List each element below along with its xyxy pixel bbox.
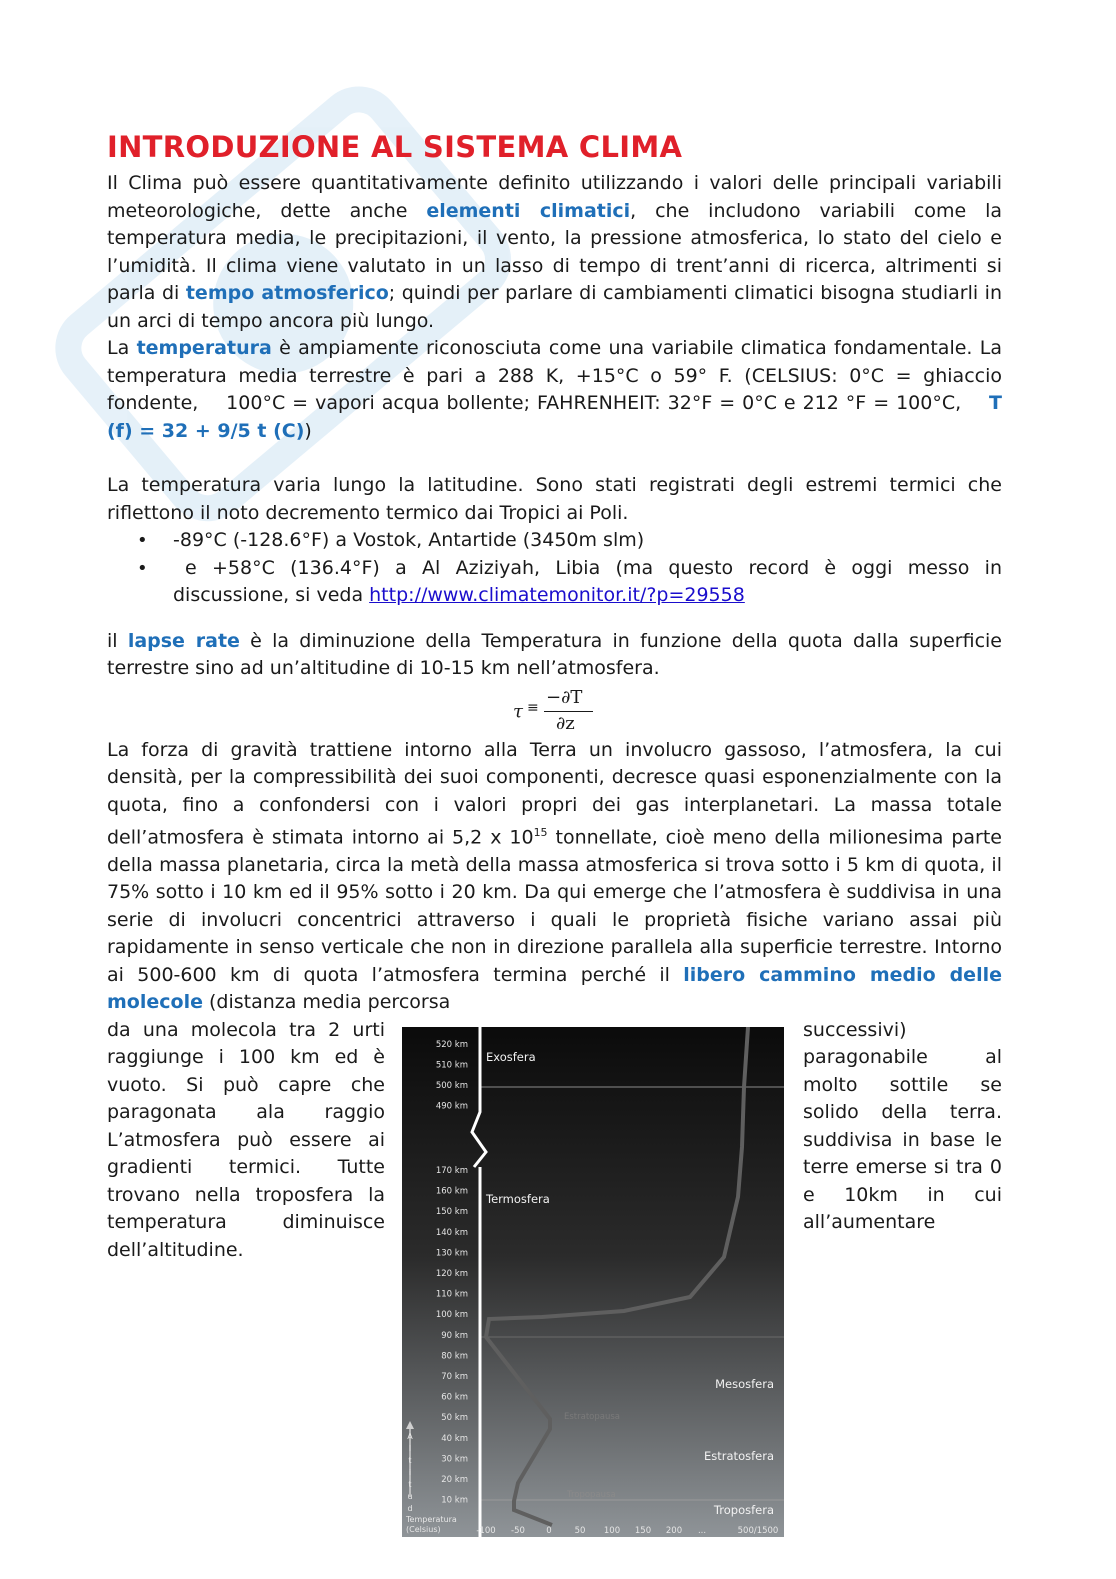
formula-lhs: τ — [513, 700, 523, 722]
paragraph-atmosfera — [107, 737, 1002, 1017]
altitude-tick-label: 100 km — [435, 1310, 468, 1321]
axis-letter: t — [408, 1455, 412, 1465]
atmosphere-profile-figure — [402, 1027, 784, 1537]
paragraph-lapse-rate — [107, 628, 1002, 683]
text: tonnellate, cioè meno della milionesima parte della massa planetaria, circa la metà della massa atmosferica si trova sotto i 5 km di quota, il 75% sotto i 10 km ed il 95% sotto i 20 km. Da qui emerge che l’atmosfera è suddivisa in una serie di involucri concentrici attraverso i quali le proprietà fisiche variano assai più rapidamente in senso verticale che non in direzione parallela alla superficie terrestre. Intorno ai 500-600 km di quota l’atmosfera termina perché il — [107, 826, 1002, 986]
layer-label: Termosfera — [486, 1191, 550, 1206]
altitude-tick-label: 40 km — [441, 1433, 468, 1444]
highlight-lapse-rate: lapse rate — [127, 629, 240, 652]
highlight-temperatura: temperatura — [136, 337, 272, 359]
altitude-tick-label: 120 km — [435, 1268, 468, 1279]
altitude-tick-label: 140 km — [435, 1227, 468, 1238]
formula-denominator: ∂z — [556, 712, 575, 734]
temperature-tick-label: 150 — [634, 1525, 652, 1536]
altitude-tick-label: 20 km — [441, 1474, 468, 1485]
lapse-rate-formula — [107, 687, 1002, 735]
highlight-elementi-climatici: elementi climatici — [426, 199, 631, 222]
altitude-tick-label: 160 km — [435, 1186, 468, 1197]
text: Il Clima può essere quantitativamente definito utilizzando i valori delle principali variabili meteorologiche, dette anche — [107, 172, 1002, 222]
highlight-libero-cammino: libero cammino medio delle molecole — [107, 963, 1002, 1014]
wrapped-figure-section — [107, 1017, 1002, 1562]
altitude-tick-label: 150 km — [435, 1207, 468, 1218]
altitude-tick-label: 130 km — [435, 1248, 468, 1259]
temperature-tick-label: ... — [697, 1525, 707, 1536]
axis-letter: d — [407, 1503, 413, 1513]
axis-letter: l — [408, 1443, 412, 1453]
text: il — [107, 629, 128, 652]
exponent: 15 — [533, 826, 548, 839]
altitude-tick-label: 510 km — [435, 1060, 468, 1071]
altitude-tick-label: 60 km — [441, 1392, 468, 1403]
text: -89°C (-128.6°F) a Vostok, Antartide (3450m slm) — [173, 529, 645, 551]
text: ) — [304, 419, 312, 442]
climatemonitor-link[interactable]: http://www.climatemonitor.it/?p=29558 — [369, 584, 745, 606]
altitude-tick-label: 490 km — [435, 1101, 468, 1112]
formula-eq: ≡ — [527, 699, 539, 716]
altitude-tick-label: 50 km — [441, 1413, 468, 1424]
layer-label: Troposfera — [713, 1502, 774, 1517]
fraction-bar — [544, 711, 593, 712]
text: è la diminuzione della Temperatura in funzione della quota dalla superficie terrestre sino ad un’altitudine di 10-15 km nell’atmosfera. — [107, 629, 1003, 679]
axis-letter: A — [407, 1431, 413, 1441]
paragraph-clima — [107, 170, 1002, 335]
formula-numerator: −∂T — [546, 686, 583, 708]
highlight-tempo-atmosferico: tempo atmosferico — [185, 282, 389, 304]
temperature-tick-label: -50 — [511, 1525, 525, 1536]
text: è ampiamente riconosciuta come una variabile climatica fondamentale. La temperatura media terrestre è pari a 288 K, +15°C o 59° F. (CELSIUS: 0°C = ghiaccio fondente, 100°C = vapori acqua bollente; FAHRENHEIT: 32°F = 0°C e 212 °F = 100°C, — [107, 337, 1009, 414]
paragraph-temperatura — [107, 335, 1009, 445]
column-right-text: successivi) paragonabile al molto sottile se solido della terra. suddivisa in base le terre emerse si tra 0 e 10km in cui all’aumentare — [803, 1018, 1002, 1234]
temperature-tick-label: 50 — [574, 1525, 586, 1536]
temperature-tick-label: 200 — [665, 1525, 683, 1536]
temperature-tick-label: 500/1500 — [737, 1525, 779, 1536]
layer-label: Exosfera — [486, 1049, 536, 1064]
list-item — [107, 527, 1002, 555]
text: La — [107, 337, 137, 359]
atmosphere-diagram — [402, 1027, 784, 1537]
altitude-tick-label: 110 km — [435, 1289, 468, 1300]
axis-letter: t — [408, 1479, 412, 1489]
text: (distanza media percorsa — [202, 991, 451, 1014]
altitude-tick-label: 10 km — [441, 1495, 468, 1506]
stratopause-label: Estratopausa — [564, 1411, 620, 1422]
temperature-tick-label: 100 — [603, 1525, 621, 1536]
document-page — [107, 128, 1009, 1562]
layer-label: Estratosfera — [704, 1448, 774, 1463]
altitude-tick-label: 520 km — [435, 1039, 468, 1050]
x-axis-label: (Celsius) — [406, 1524, 441, 1534]
temperature-tick-label: 0 — [546, 1525, 552, 1536]
paragraph-latitudine: La temperatura varia lungo la latitudine. Sono stati registrati degli estremi termici che riflettono il noto decremento termico dai Tropici ai Poli. — [107, 474, 1002, 524]
altitude-tick-label: 80 km — [441, 1351, 468, 1362]
temperature-tick-label: -100 — [476, 1525, 496, 1536]
altitude-tick-label: 170 km — [435, 1165, 468, 1176]
tropopause-label: Tropopausa — [567, 1489, 616, 1500]
altitude-tick-label: 500 km — [435, 1080, 468, 1091]
document-title: INTRODUZIONE AL SISTEMA CLIMA — [107, 130, 683, 164]
highlight-formula-fahrenheit: T (f) = 32 + 9/5 t (C) — [107, 392, 1002, 442]
axis-letter: u — [407, 1491, 413, 1501]
altitude-tick-label: 30 km — [441, 1454, 468, 1465]
altitude-tick-label: 70 km — [441, 1371, 468, 1382]
layer-label: Mesosfera — [715, 1376, 774, 1391]
column-left-text: da una molecola tra 2 urti raggiunge i 100 km ed è vuoto. Si può capre che paragonata ala raggio L’atmosfera può essere ai gradienti termici. Tutte trovano nella troposfera la temperatura diminuisce dell’altitudine. — [107, 1018, 385, 1261]
list-item — [107, 555, 1002, 610]
altitude-tick-label: 90 km — [441, 1330, 468, 1341]
text: , che includono variabili come la temperatura media, le precipitazioni, il vento, la pressione atmosferica, lo stato del cielo e l’umidità. Il clima viene valutato in un lasso di tempo di trent’anni di ricerca, altrimenti si parla di — [107, 199, 1003, 304]
text: ; quindi per parlare di cambiamenti climatici bisogna studiarli in un arci di tempo ancora più lungo. — [107, 282, 1002, 332]
text: e +58°C (136.4°F) a Al Aziziyah, Libia (ma questo record è oggi messo in discussione, si veda — [173, 556, 1002, 606]
extremes-list — [107, 527, 1002, 610]
text: La forza di gravità trattiene intorno alla Terra un involucro gassoso, l’atmosfera, la cui densità, per la compressibilità dei suoi componenti, decresce quasi esponenzialmente con la quota, fino a confondersi con i valori propri dei gas interplanetari. La massa totale dell’atmosfera è stimata intorno ai 5,2 x 10 — [107, 738, 1002, 849]
x-axis-label: Temperatura — [406, 1514, 457, 1524]
axis-letter: i — [408, 1467, 412, 1477]
